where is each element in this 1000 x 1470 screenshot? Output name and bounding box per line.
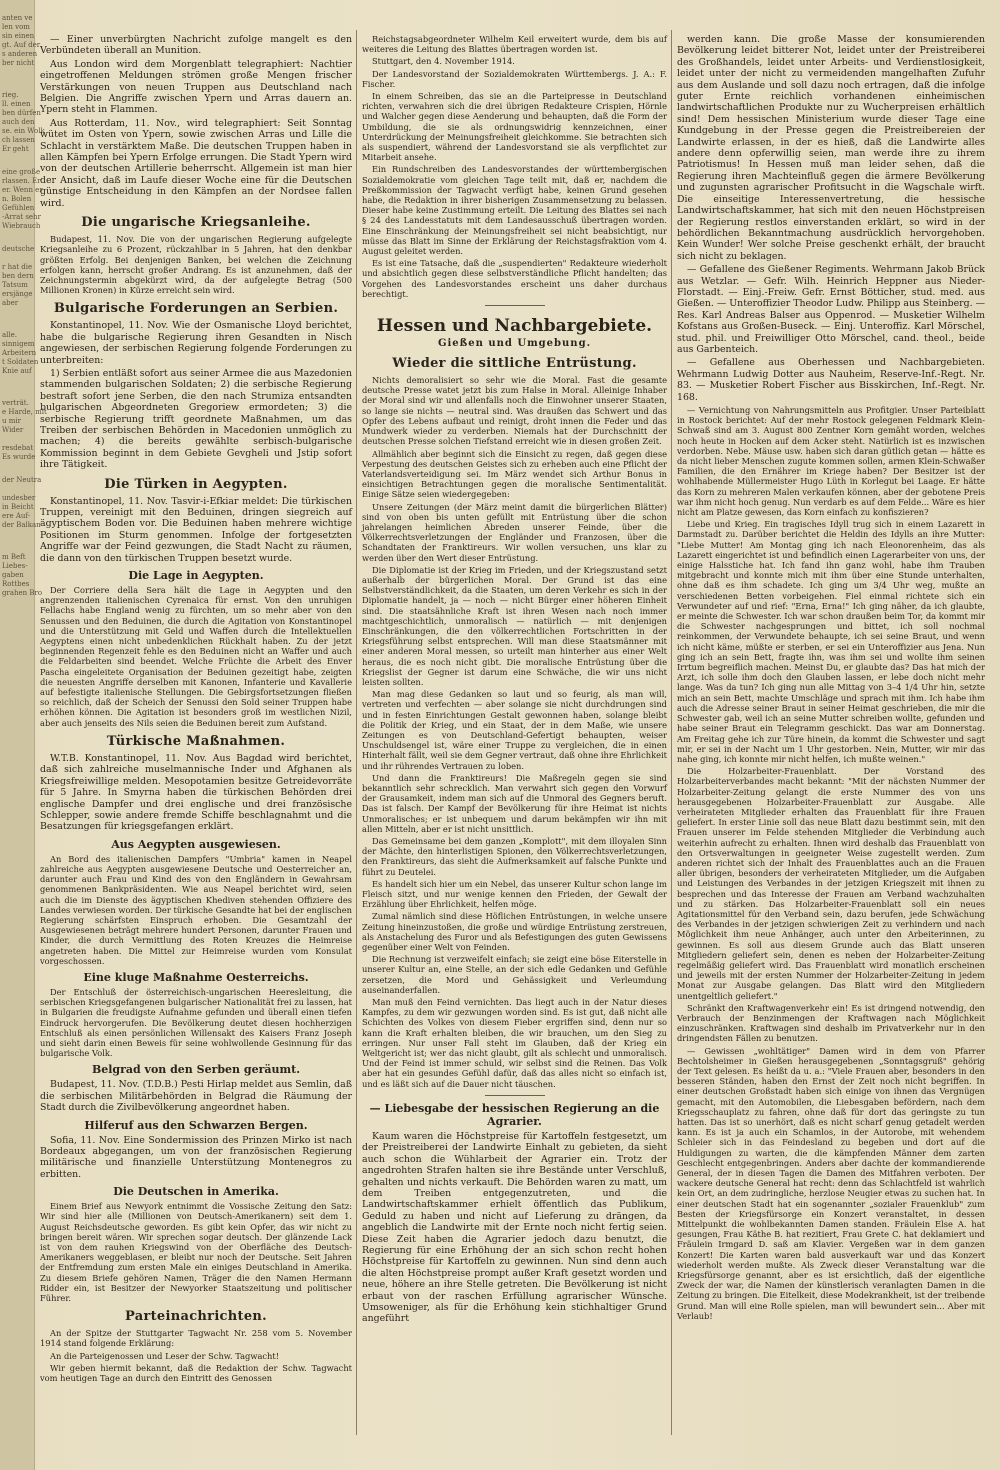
article-tuerkische-massnahmen (40, 753, 352, 833)
paragraph: Aus Rotterdam, 11. Nov., wird telegraphiert: Seit Sonntag wütet im Osten von Ypern, sowie zwischen Arras und Lille die Schlacht in verstärktem Maße. Die deutschen Truppen haben in allen Kämpfen bei Ypern Erfolge errungen. Die Stadt Ypern wird von der deutschen Artillerie beherrscht. Allgemein ist man hier der Ansicht, daß im Laufe dieser Woche eine für die Deutschen günstige Entscheidung in den Kämpfen an der Nordsee fallen wird. (40, 117, 352, 209)
paragraph: Sofia, 11. Nov. Eine Sondermission des Prinzen Mirko ist nach Bordeaux abgegangen, um von der französischen Regierung militärische und finanzielle Unterstützung Montenegros zu erbitten. (40, 1134, 352, 1180)
paragraph: Allmählich aber beginnt sich die Einsicht zu regen, daß gegen diese Verpestung des deutschen Geistes sich zu erheben auch eine Pflicht der Vaterlandsverteidigung sei. Im März wendet sich Arthur Bonus in einsichtigen Betrachtungen gegen die moralische Sentimentalität. Einige Sätze seien wiedergegeben: (362, 448, 667, 500)
headline-parteinachrichten: Parteinachrichten. (125, 1309, 267, 1325)
section-subheading-giessen: Gießen und Umgebung. (437, 338, 592, 350)
paragraph: W.T.B. Konstantinopel, 11. Nov. Aus Bagdad wird berichtet, daß sich zahlreiche muselmannische Inder und Afghanen als Kriegsfreiwillige melden. Mesopotamien besitze Getreidevorräte für 5 Jahre. In Smyrna haben die türkischen Behörden drei englische Dampfer und drei englische und drei französische Schlepper, sowie andere fremde Schiffe beschlagnahmt und die Besatzungen für kriegsgefangen erklärt. (40, 752, 352, 833)
article-front-news (40, 34, 352, 209)
article-hilferuf (40, 1135, 352, 1181)
margin-fragment: rieg. (2, 91, 19, 99)
article-gefallene-oberhessen (677, 357, 985, 403)
margin-fragment: u mir (2, 417, 21, 425)
article-tagwacht-continued (362, 34, 667, 299)
margin-fragment: sin einen (2, 32, 35, 40)
margin-fragment: eine große (2, 168, 41, 176)
article-liebesgabe-continued (677, 34, 985, 262)
article-amerika (40, 1201, 352, 1303)
paragraph: Wir geben hiermit bekannt, daß die Redaktion der Schw. Tagwacht vom heutigen Tage an durch den Eintritt des Genossen (40, 1362, 352, 1384)
article-vernichtung (677, 405, 985, 517)
article-liebesgabe (362, 1131, 667, 1325)
paragraph: Schränkt den Kraftwagenverkehr ein! Es ist dringend notwendig, den Verbrauch der Benzinmengen der Kraftwagen nach Möglichkeit einzuschränken. Kraftwagen sind deshalb im Privatverkehr nur in den dringendsten Fällen zu benutzen. (677, 1002, 985, 1044)
column-rule-2 (671, 30, 672, 1435)
column-3 (677, 34, 985, 1464)
paragraph: Konstantinopel, 11. Nov. Tasvir-i-Efkiar meldet: Die türkischen Truppen, vereinigt mit den Beduinen, dringen siegreich auf ägyptischem Boden vor. Die Beduinen haben mehrere wichtige Positionen im Sturm genommen. Infolge der fortgesetzten Angriffe war der Feind gezwungen, die Stadt Nacht zu räumen, die dann von den türkischen Truppen besetzt wurde. (40, 495, 352, 564)
margin-fragment: alle. (2, 331, 18, 339)
margin-fragment: verträt. (2, 399, 29, 407)
column-2 (362, 34, 667, 1444)
margin-fragment: Wiebrauch (2, 222, 41, 230)
margin-fragment: resdebat (2, 444, 34, 452)
margin-fragment (0, 435, 34, 444)
paragraph: — Gefallene des Gießener Regiments. Wehrmann Jakob Brück aus Wetzlar. — Gefr. Wilh. Heinrich Heppner aus Nieder-Florstadt. — Einj.-Freiw. Gefr. Ernst Bötticher, stud. med. aus Gießen. — Unteroffizier Theodor Ludw. Philipp aus Steinberg. — Res. Karl Andreas Balser aus Oppenrod. — Musketier Wilhelm Kofstans aus Großen-Buseck. — Einj. Unteroffiz. Karl Mörschel, stud. phil. und Freiwilliger Otto Mörschel, cand. theol., beide aus Garbenteich. (677, 264, 985, 355)
headline-entruestung: Wieder die sittliche Entrüstung. (392, 356, 637, 372)
paragraph: Die Rechnung ist verzweifelt einfach; sie zeigt eine böse Eiterstelle in unserer Kultur an, eine Stelle, an der sich edle Gedanken und Gefühle zersetzen, die Mord und Gehässigkeit und Verleumdung auseinanderfallen. (362, 954, 667, 995)
article-belgrad (40, 1079, 352, 1113)
margin-fragment: len vom (2, 23, 30, 31)
headline-liebesgabe: — Liebesgabe der hessischen Regierung an die Agrarier. (369, 1101, 660, 1128)
margin-fragment: rlassen. Er (2, 177, 41, 185)
paragraph: — Gefallene aus Oberhessen und Nachbargebieten. Wehrmann Ludwig Dotter aus Nauheim, Reserve-Inf.-Regt. Nr. 83. — Musketier Robert Fischer aus Bisskirchen, Inf.-Regt. Nr. 168. (677, 357, 985, 403)
margin-fragment: der Neutra (2, 476, 42, 484)
article-kraftwagen (677, 1003, 985, 1044)
paragraph: — Gewissen „wohltätiger" Damen wird in dem von Pfarrer Bechtolsheimer in Gießen herausgegebenen „Sonntagsgruß" gehörig der Text gelesen. Es heißt da u. a.: "Viele Frauen aber, besonders in den besseren Ständen, haben den Ernst der Zeit noch nicht begriffen. In einer deutschen Großstadt haben sich einige von ihnen das Vergnügen gemacht, mit den Automobilen, die Liebesgaben befördern, nach dem Kriegsschauplatz zu fahren, ohne daß für dort das geringste zu tun hatten. Das ist so unerhört, daß es nicht scharf genug getadelt werden kann. Es ist ja auch ein Schamlos, in der Autorobe, mit wehendem Schleier sich in das Feindesland zu begeben und dort auf die Huldigungen zu warten, die die kämpfenden Männer dem zarten Geschlecht entgegenbringen. Anders aber dachte der kommandierende General, der in diesen Tagen die Damen des Mitfahren verboten. Der wackere deutsche General hat recht: denn das Schlachtfeld ist wahrlich kein Ort, an dem zudringliche, herzlose Neugier etwas zu suchen hat. In einer deutschen Stadt hat ein sogenannter „sozialer Frauenklub" zum Besten der Kriegsfürsorge ein Konzert veranstaltet, in dessen Mittelpunkt die wohlbekannten Damen standen. Fräulein Else A. hat gesungen, Frau Käthe B. hat rezitiert, Frau Grete C. hat deklamiert und Fräulein Irmgard D. saß am Klavier. Vergeßen war in dem ganzen Konzert! Die Karten waren bald ausverkauft war und das Konzert wiederholt werden mußte. Als Zweck dieser Veranstaltung war die Kriegsfürsorge genannt, aber es ist ersichtlich, daß der eigentliche Zweck der war, die Namen der künstlerisch veranlagten Damen in die Zeitung zu bringen. Die Eitelkeit, diese Modekrankheit, ist der treibende Grund. Man will eine Rolle spielen, man will bewundert sein... Aber mit Verlaub! (677, 1045, 986, 1321)
headline-kriegsanleihe: Die ungarische Kriegsanleihe. (81, 215, 311, 231)
margin-fragment (0, 485, 34, 494)
margin-fragment: in Beicht (2, 503, 34, 511)
paragraph: Ein Rundschreiben des Landesvorstandes der württembergischen Sozialdemokratie vom gleichen Tage teilt mit, daß er, nachdem die Preßkommission der Tagwacht verfügt habe, keinen Grund gesehen habe, die Redaktion in ihrer bisherigen Zusammensetzung zu belassen. Dieser habe keine Zustimmung erteilt. Die Leitung des Blattes sei nach § 24 des Landesstatuts mit dem Landesausschuß übertragen worden. Eine Einschränkung der Meinungsfreiheit sei nicht beabsichtigt, nur müsse das Blatt im Sinne der Erklärung der Reichstagsfraktion vom 4. August geleitet werden. (362, 164, 667, 257)
paragraph: Liebe und Krieg. Ein tragisches Idyll trug sich in einem Lazarett in Darmstadt zu. Darüber berichtet die Heldin des Idylls an ihre Mutter: "Liebe Mutter! Am Montag ging ich nach Eleonorenheim, das als Lazarett eingerichtet ist und befindlich einen Lagerarbeiter von uns, der einige Halsstiche hat. Ich fand ihn ganz wohl, habe ihm Trauben mitgebracht und konnte mich mit ihm über eine Stunde unterhalten, ohne daß es ihm schadete. Ich ging um 3/4 Uhr weg, mußte an verschiedenen Betten vorbeigehen. Fiel einmal richtete sich ein Verwundeter auf und rief: "Erna, Erna!" Ich ging näher, da ich glaubte, er meinte die Schwester. Ich war schon draußen beim Tor, da kommt mir die Schwester nachgesprungen und bittet, ich soll nochmal reinkommen, der Verwundete behaupte, ich sei seine Braut, und wenn ich nicht käme, müßte er sterben, er sei ein Unteroffizier aus Jena. Nun ging ich an sein Bett, fragte ihn, was ihm sei und wollte ihm seinen Irrtum begreiflich machen. Meinst Du, er glaubte das? Das hat mich der Arzt, ich solle ihm doch den Glauben lassen, er lebe doch nicht mehr lange. Was da tun? Ich ging nun alle Mittag von 3–4 1/4 Uhr hin, setzte mich an sein Bett, machte Umschläge und sprach mit ihm. Ich habe ihm auch die Adresse seiner Braut in seiner Heimat geschrieben, die mir die Schwester gab, weil ich an seine Mutter schreiben wollte, gefunden und habe seiner Braut ein Telegramm geschickt. Das war am Donnerstag. Am Freitag gehe ich zur Türe hinein, da kommt die Schwester und sagt mir, er sei in der Nacht um 1 Uhr gestorben. Nein, Mutter, wir mir das nahe ging, ich konnte mir nicht helfen, ich mußte weinen." (677, 519, 985, 764)
margin-fragment: grahen Bro (2, 589, 43, 597)
headline-lage-aegypten: Die Lage in Aegypten. (128, 569, 264, 583)
margin-fragment: Rottbes (2, 580, 30, 588)
headline-oesterreich: Eine kluge Maßnahme Oesterreichs. (83, 970, 309, 984)
paragraph: Der Corriere della Sera hält die Lage in Aegypten und den angrenzenden italienischen Cyrenaica für ernst. Von den unruhigen Fellachs habe England wenig zu fürchten, um so mehr aber von den Senussen und den Beduinen, die durch die Agitation von Konstantinopel und die Unterstützung mit Geld und Waffen durch die Intellektuellen Aegyptens einen nicht unbedenklichen Rückhalt haben. Zu der jetzt beginnenden Regenzeit fehle es den Beduinen nicht an Waffer und auch die Feldarbeiten sind beendet. Welche Früchte die Arbeit des Enver Pascha eingeleitete Organisation der Beduinen gezeitigt habe, zeigten die neuesten Angriffe derselben mit Kanonen, Infanterie und Kavallerie auf befestigte italienische Stellungen. Die Gebirgsfortsetzungen fließen so reichlich, daß der Scheich der Senussi den Sold seiner Truppen habe erhöhen können. Die Agitation ist besonders groß im westlichen Nizil, aber auch jenseits des Nils seien die Beduinen bereit zum Aufstand. (40, 585, 352, 728)
paragraph: — Vernichtung von Nahrungsmitteln aus Profitgier. Unser Parteiblatt in Rostock berichtet: Auf der mehr Rostock gelegenen Feldmark Klein-Schwaß sind am 3. August 800 Zentner Korn gemäht worden, welches noch heute in Hocken auf dem Acker steht. Natürlich ist es inzwischen verdorben. Nebe. Mäuse usw. haben sich daran gütlich getan — hätte es da nicht lieber Menschen zugute kommen sollen, armen Klein-Schwaßer Familien, die den Ernährer im Kriege haben? Der Besitzer ist der wohlhabende Müllermeister Hugo Lüth in Korlegut bei Laage. Er hätte das Korn zu mehreren Malen verkaufen können, aber der gebotene Preis war ihm nicht hoch genug. Nun verdarb es auf dem Felde... Wäre es hier nicht am Platze gewesen, das Korn einfach zu konfiszieren? (677, 405, 985, 518)
paragraph: Zumal nämlich sind diese Höflichen Entrüstungen, in welche unsere Zeitung hineinzustoßen, die große und würdige Entrüstung zerstreuen, als Anstachelung des Furor und als Befestigungen des guten Gewissens gegenüber einer Welt von Feinden. (362, 911, 667, 953)
article-lage-aegypten (40, 585, 352, 728)
headline-belgrad: Belgrad von den Serben geräumt. (91, 1063, 301, 1077)
margin-fragment: e Harde, mit (2, 408, 47, 416)
paragraph: Kaum waren die Höchstpreise für Kartoffeln festgesetzt, um der Preistreiberei der Landwirte Einhalt zu gebieten, da sieht auch schon die Wühlarbeit der Agrarier ein. Trotz der angedrohten Strafen halten sie ihre Bestände unter Verschluß, gehalten und nichts verkauft. Die Behörden waren zu matt, um dem Treiben entgegenzutreten, und die Landwirtschaftskammer erhielt öffentlich das Publikum, Geduld zu haben und nicht auf Lieferung zu drängen, da angeblich die Landwirte mit der Ernte noch nicht fertig seien. Diese Zeit haben die Agrarier jedoch dazu benutzt, die Regierung für eine Erhöhung der an sich schon recht hohen Höchstpreise für Kartoffeln zu gewinnen. Nun sind denn auch die alten Höchstpreise prompt außer Kraft gesetzt worden und neue, höhere an ihre Stelle getreten. Die Bevölkerung ist nicht erbaut von der raschen Erfüllung agrarischer Wünsche. Umsoweniger, als für die Erhöhung kein stichhaltiger Grund angeführt (362, 1130, 667, 1325)
margin-fragment: se. ein Wolk (2, 127, 45, 135)
paragraph: Es handelt sich hier um ein Nebel, das unserer Kultur schon lange im Fleisch sitzt, und nur wenige kennen den Frieden, der Gewalt der Erzählung über Ehrlichkeit, helfen möge. (362, 878, 667, 910)
paragraph: Budapest, 11. Nov. (T.D.B.) Pesti Hirlap meldet aus Semlin, daß die serbischen Militärbehörden in Belgrad die Räumung der Stadt durch die Zivilbevölkerung angeordnet haben. (40, 1079, 352, 1114)
paragraph: Budapest, 11. Nov. Die von der ungarischen Regierung aufgelegte Kriegsanleihe zu 6 Prozent, rückzahlbar in 5 Jahren, hat den denkbar größten Erfolg. Bei denjenigen Banken, bei welchen die Zeichnung erfolgen kann, herrscht großer Andrang. Es ist anzunehmen, daß der Zeichnungstermin abgekürzt wird, da der aufgelegte Betrag (500 Millionen Kronen) in Kürze erreicht sein wird. (40, 234, 352, 296)
margin-fragment: deutsche (2, 245, 35, 253)
article-oesterreich (40, 987, 352, 1058)
margin-fragment (0, 322, 34, 331)
margin-fragment: t Soldaten (2, 358, 39, 366)
article-holzarbeiter (677, 766, 985, 1001)
margin-fragment: n. Bolen (2, 195, 32, 203)
paragraph: — Einer unverbürgten Nachricht zufolge mangelt es den Verbündeten überall an Munition. (40, 34, 352, 57)
margin-fragment: s anderen (2, 50, 38, 58)
paragraph: Die Diplomatie ist der Krieg im Frieden, und der Kriegszustand setzt außerhalb der bürgerlichen Moral. Der Grund ist das eine Selbstverständlichkeit, da die Staaten, um deren Verkehr es sich in der Diplomatie handelt, ja — noch — nicht Bürger einer höheren Einheit sind. Die staatsähnliche Kraft ist ihren Wesen nach noch immer machtgeschichtlich, unmoralisch — natürlich — mit denjenigen Einschränkungen, die den völkerrechtlichen Fortschritten in der Kriegsführung selbst entsprechen. Will man diese Staatsmänner mit einer anderen Moral messen, so urteilt man hinterher aus einer Welt heraus, die es noch nicht gibt. Die moralische Entrüstung über die Kriegslist der Gegner ist darum eine Schwäche, die wir uns nicht leisten sollten. (362, 564, 667, 687)
paragraph: Man muß den Feind vernichten. Das liegt auch in der Natur dieses Kampfes, zu dem wir gezwungen worden sind. Es ist gut, daß nicht alle Schichten des Volkes von diesem Fieber ergriffen sind, denn nur so kann die Kraft erhalten bleiben, die wir brauchen, um den Sieg zu erringen. Nur unser Fall steht im Glauben, daß der Krieg ein Weltgericht ist; wer das nicht glaubt, gilt als schlecht und unmoralisch. Und der Feind ist immer schuld, wir selbst sind die Reinen. Das Volk aber hat ein gesundes Gefühl dafür, daß das alles nicht so einfach ist, und es läßt sich auf die Dauer nicht täuschen. (362, 997, 667, 1089)
margin-fragment: Gefühlen (2, 204, 35, 212)
paragraph: Die Holzarbeiter-Frauenblatt. Der Vorstand des Holzarbeiterverbandes macht bekannt: "Mit der nächsten Nummer der Holzarbeiter-Zeitung gelangt die erste Nummer des von uns herausgegebenen Holzarbeiter-Frauenblatt zur Ausgabe. Alle verheirateten Mitglieder erhalten das Frauenblatt für ihre Frauen geliefert. In erster Linie soll das neue Blatt dazu bestimmt sein, mit den Frauen unserer im Felde stehenden Mitglieder die Verbindung auch weiterhin aufrecht zu erhalten. Ihnen wird deshalb das Frauenblatt von den Ortsverwaltungen in geeigneter Weise zugestellt werden. Zum anderen richtet sich der Inhalt des Frauenblattes auch an die Frauen aller übrigen, besonders der verheirateten Mitglieder, um die Aufgaben und Leistungen des Verbandes in der jetzigen Kriegszeit mit ihnen zu besprechen und das Interesse der Frauen am Verband wachzuhalten und zu stärken. Das Holzarbeiter-Frauenblatt soll ein neues Agitationsmittel für den Verband sein, dazu berufen, jede Schwächung des Verbandes in der jetzigen schwierigen Zeit zu verhindern und nach Möglichkeit ihm neue Anhänger, auch unter den Arbeiterinnen, zu gewinnen. Es soll aus diesem Grunde auch das Blatt unseren Mitgliedern geliefert sein, denen es neben der Holzarbeiter-Zeitung regelmäßig geliefert wird. Das Frauenblatt wird monatlich erscheinen und jeweils mit der ersten Nummer der Holzarbeiter-Zeitung in jedem Monat zur Ausgabe gelangen. Das Blatt wird den Mitgliedern unentgeltlich geliefert." (677, 766, 985, 1001)
headline-tuerken-aegypten: Die Türken in Aegypten. (104, 476, 288, 492)
headline-amerika: Die Deutschen in Amerika. (113, 1185, 279, 1199)
paragraph: Der Landesvorstand der Sozialdemokraten Württembergs. J. A.: F. Fischer. (362, 68, 667, 89)
margin-fragment: Es wurde (2, 453, 36, 461)
margin-fragment: auch den (2, 118, 35, 126)
article-bulgarien (40, 320, 352, 470)
article-kriegsanleihe (40, 234, 352, 295)
margin-fragment: anten ve (2, 14, 33, 22)
article-liebe-krieg (677, 519, 985, 764)
margin-fragment (0, 530, 34, 539)
paragraph: Nichts demoralisiert so sehr wie die Moral. Fast die gesamte deutsche Presse watet jetzt bis zum Halse in Moral. Alleinige Inhaber der Moral sind wir und allenfalls noch die Einwohner unserer Staaten, so lange sie nichts — neutral sind. Was draußen das Schwert und das Opfer des Lebens aufbaut und reinigt, droht innen die Feder und das Mundwerk wieder zu verderben. Niemals hat der Durchschnitt der deutschen Presse solchen Tiefstand erreicht wie in diesen großen Zeit. (362, 375, 667, 447)
margin-fragment: Tatsum (2, 281, 28, 289)
adjacent-page-margin (0, 0, 47, 1470)
paragraph: Stuttgart, den 4. November 1914. (372, 56, 515, 67)
margin-fragment: Liebes- (2, 562, 28, 570)
headline-tuerkische-massnahmen: Türkische Maßnahmen. (106, 733, 286, 749)
margin-fragment: ber nicht (2, 59, 35, 67)
paragraph: An die Parteigenossen und Leser der Schw. Tagwacht! (50, 1350, 280, 1361)
paragraph: Aus London wird dem Morgenblatt telegraphiert: Nachtier eingetroffenen Meldungen strömen große Mengen frischer Verstärkungen von neuen Truppen aus Deutschland nach Belgien. Die Angriffe zwischen Ypern und Arras dauern an. Ypern steht in Flammen. (40, 58, 352, 116)
article-entruestung (362, 375, 667, 1089)
margin-fragment (0, 254, 34, 263)
paragraph: Der Entschluß der österreichisch-ungarischen Heeresleitung, die serbischen Kriegsgefangenen bulgarischer Nationalität frei zu lassen, hat in Bulgarien die freudigste Aufnahme gefunden und überall einen tiefen Eindruck hervorgerufen. Die Bevölkerung deutet diesen hochherzigen Entschluß als einen persönlichen Willensakt des Kaisers Franz Joseph und sieht darin einen Beweis für seine wohlwollende Gesinnung für das bulgarische Volk. (40, 986, 352, 1059)
paragraph: Einem Brief aus Newyork entnimmt die Vossische Zeitung den Satz: Wir sind hier alle (Millionen von Deutsch-Amerikanern) seit dem 1. August Reichsdeutsche geworden. Es gibt kein Opfer, das wir nicht zu bringen bereit wären. Wir sprechen sogar deutsch. Der glänzende Lack ist von dem rauhen Kriegswind von der Oberfläche des Deutsch-Amerikaners weggeblasen, er bleibt nur noch der Deutsche. Seit Jahren der Entfremdung zum ersten Male ein einiges Deutschland in Amerika. Zu diesem Briefe gehören Namen, Träger die den Namen Hermann Ridder ein, ist Besitzer der Newyorker Staatszeitung und politischer Führer. (40, 1201, 352, 1304)
paragraph: werden kann. Die große Masse der konsumierenden Bevölkerung leidet bitterer Not, leidet unter der Preistreiberei des Großhandels, leidet unter Arbeits- und Verdienstlosigkeit, leidet unter der nicht zu vermeidenden mangelhaften Zufuhr aus dem Auslande und soll dazu noch ertragen, daß die infolge guter Ernte reichlich vorhandenen einheimischen landwirtschaftlichen Produkte nur zu Wucherpreisen erhältlich sind! Dem hessischen Ministerium wurde dieser Tage eine Kundgebung in der Presse gegen die Preistreibereien der Landwirte erlassen, in der es hieß, daß die Landwirte alles andere denn opferwillig seien, man werde ihre zu ihrem Patriotismus! In Hessen muß man leider sehen, daß die Regierung ihren Machteinfluß gegen die ärmere Bevölkerung und zugunsten agrarischer Profitsucht in die Wagschale wirft. Die einseitige Interessenvertretung, die hessische Landwirtschaftskammer, hat sich mit den neuen Höchstpreisen der Regierung restlos einverstanden erklärt, so wird in der behördlichen Bekanntmachung ausdrücklich hervorgehoben. Kein Wunder! Wer solche Preise geschenkt erhält, der braucht sich nicht zu beklagen. (677, 34, 985, 262)
margin-fragment: aber (2, 299, 19, 307)
margin-fragment: Er geht (2, 145, 29, 153)
margin-fragment: er. Wenn er (2, 186, 43, 194)
margin-fragment: gaben (2, 571, 24, 579)
margin-fragment: m Beft (2, 553, 26, 561)
paragraph: Unsere Zeitungen (der März meint damit die bürgerlichen Blätter) sind von oben bis unten gefüllt mit Entrüstung über die schon jahrelangen heimlichen Abreden unserer Feinde, über die Völkerrechtsverletzungen der Engländer und Franzosen, über die Schandtaten der Franktireurs. Wir wollen versuchen, uns klar zu werden über den Wert dieser Entrüstung. (362, 501, 667, 563)
separator-rule (485, 305, 545, 306)
paragraph: Das Gemeinsame bei dem ganzen „Komplott", mit dem illoyalen Sinn der Mächte, den hinterlistigen Spionen, den Völkerrechtsverletzungen, den Franktireurs, das sieht die Aufmerksamkeit auf falsche Punkte und führt zu Deutelei. (362, 836, 667, 877)
margin-fragment (0, 68, 34, 77)
margin-fragment: undesber (2, 494, 36, 502)
column-rule-1 (356, 30, 357, 1435)
article-wohltaetige-damen (677, 1046, 985, 1321)
headline-bulgarien: Bulgarische Forderungen an Serbien. (53, 301, 339, 317)
margin-fragment: ben dern (2, 272, 34, 280)
margin-fragments (0, 14, 47, 598)
paragraph: 1) Serbien entläßt sofort aus seiner Armee die aus Mazedonien stammenden bulgarischen Soldaten; 2) die serbische Regierung bestraft sofort jene Serben, die den nach Strumiza entsandten bulgarischen Abgeordneten Gregoriew ermordeten; 3) die serbische Regierung trifft geordnete Maßnahmen, um das Treiben der serbischen Behörden in Macedonien unmöglich zu machen; 4) die bereits gewählte serbisch-bulgarische Kommission beginnt in dem Gebiete Gevgheli und Jstip sofort ihre Tätigkeit. (40, 367, 352, 471)
paragraph: In einem Schreiben, das sie an die Parteipresse in Deutschland richten, verwahren sich die drei übrigen Redakteure Crispien, Hörnle und Walcher gegen diese Aenderung und behaupten, daß die Form der Umbildung, die sie als ordnungswidrig kennzeichnen, einer Unterdrückung der Meinungsfreiheit gleichkomme. Sie betrachten sich als suspendiert, während der Landesvorstand sie als verpflichtet zur Mitarbeit ansehe. (362, 91, 667, 163)
margin-fragment: -Arrat sehr (2, 213, 41, 221)
paragraph: Konstantinopel, 11. Nov. Wie der Osmanische Lloyd berichtet, habe die bulgarische Regierung ihren Gesandten in Nisch angewiesen, der serbischen Regierung folgende Forderungen zu unterbreiten: (40, 320, 352, 366)
article-tuerken-aegypten (40, 496, 352, 564)
margin-fragment: r hat die (2, 263, 33, 271)
article-parteinachrichten (40, 1328, 352, 1383)
section-heading-hessen: Hessen und Nachbargebiete. (376, 316, 653, 337)
paragraph: An der Spitze der Stuttgarter Tagwacht Nr. 258 vom 5. November 1914 stand folgende Erklärung: (40, 1328, 352, 1349)
paragraph: An Bord des italienischen Dampfers "Umbria" kamen in Neapel zahlreiche aus Aegypten ausgewiesene Deutsche und Oesterreicher an, darunter auch Frau und Kind des von den Engländern in Gewahrsam genommenen Bankpräsidenten. Wie aus Neapel berichtet wird, seien auch die im Dienste des ägyptischen Khediven stehenden Offiziere des Landes verwiesen worden. Der türkische Gesandte hat bei der englischen Regierung schärfsten Einspruch erhoben. Die Gesamtzahl der Ausgewiesenen beträgt mehrere hundert Personen, darunter Frauen und Kinder, die durch Vermittlung des Roten Kreuzes die Heimreise angetreten haben. Die Mittel zur Heimreise wurden vom Konsulat vorgeschossen. (40, 853, 352, 966)
paragraph: Man mag diese Gedanken so laut und so feurig, als man will, vertreten und verfechten — aber solange sie nicht durchdrungen sind und in festen Einrichtungen Gestalt gewonnen haben, solange bleibt die Politik der Krieg, und ein Staat, der in dem Maße, wie unsere Zeitungen es von Deutschland-Gefertigt behaupten, weiser Unschuldsengel ist, wäre einer Truppe zu vergleichen, die in einen Hinterhalt fällt, weil sie dem Gegner vertraut, daß ohne ihre Ehrlichkeit und ihr rührendes Vertrauen zu loben. (362, 689, 667, 771)
separator-rule (485, 1095, 545, 1096)
margin-fragment: ll. einen (2, 100, 31, 108)
article-gefallene-giessen (677, 264, 985, 355)
margin-fragment: Wider (2, 426, 24, 434)
headline-hilferuf: Hilferuf aus den Schwarzen Bergen. (84, 1118, 308, 1132)
paragraph: Reichstagsabgeordneter Wilhelm Keil erweitert wurde, dem bis auf weiteres die Leitung des Blattes übertragen worden ist. (362, 34, 667, 55)
margin-fragment: ersjänge (2, 290, 33, 298)
margin-fragment: Knie auf (2, 367, 32, 375)
margin-fragment: Arbeitern (2, 349, 37, 357)
paragraph: Es ist eine Tatsache, daß die „suspendierten" Redakteure wiederholt und absichtlich gegen diese selbstverständliche Pflicht handelten; das Vorgehen des Landesvorstandes erscheint uns daher durchaus berechtigt. (362, 258, 667, 299)
headline-ausgewiesen: Aus Aegypten ausgewiesen. (111, 837, 281, 851)
margin-fragment: ch lassen (2, 136, 35, 144)
margin-fragment: gt. Auf der (2, 41, 41, 49)
margin-fragment: sinnigem (2, 340, 35, 348)
margin-fragment: ben dürfen (2, 109, 41, 117)
paragraph: Und dann die Franktireurs! Die Maßregeln gegen sie sind bekanntlich sehr schrecklich. Man verwahrt sich gegen den Vorwurf der Grausamkeit, indem man sich auf die Unmoral des Gegners beruft. Das ist falsch. Der Kampf der Bevölkerung für ihre Heimat ist nichts Unmoralisches; er ist unbequem und darum bekämpfen wir ihn mit allen Mitteln, aber er ist nicht unsittlich. (362, 772, 667, 834)
column-1 (40, 34, 352, 1454)
margin-fragment: der Balkan (2, 521, 41, 529)
margin-fragment (0, 376, 34, 385)
margin-fragment: ere Auf- (2, 512, 31, 520)
article-ausgewiesen (40, 854, 352, 966)
